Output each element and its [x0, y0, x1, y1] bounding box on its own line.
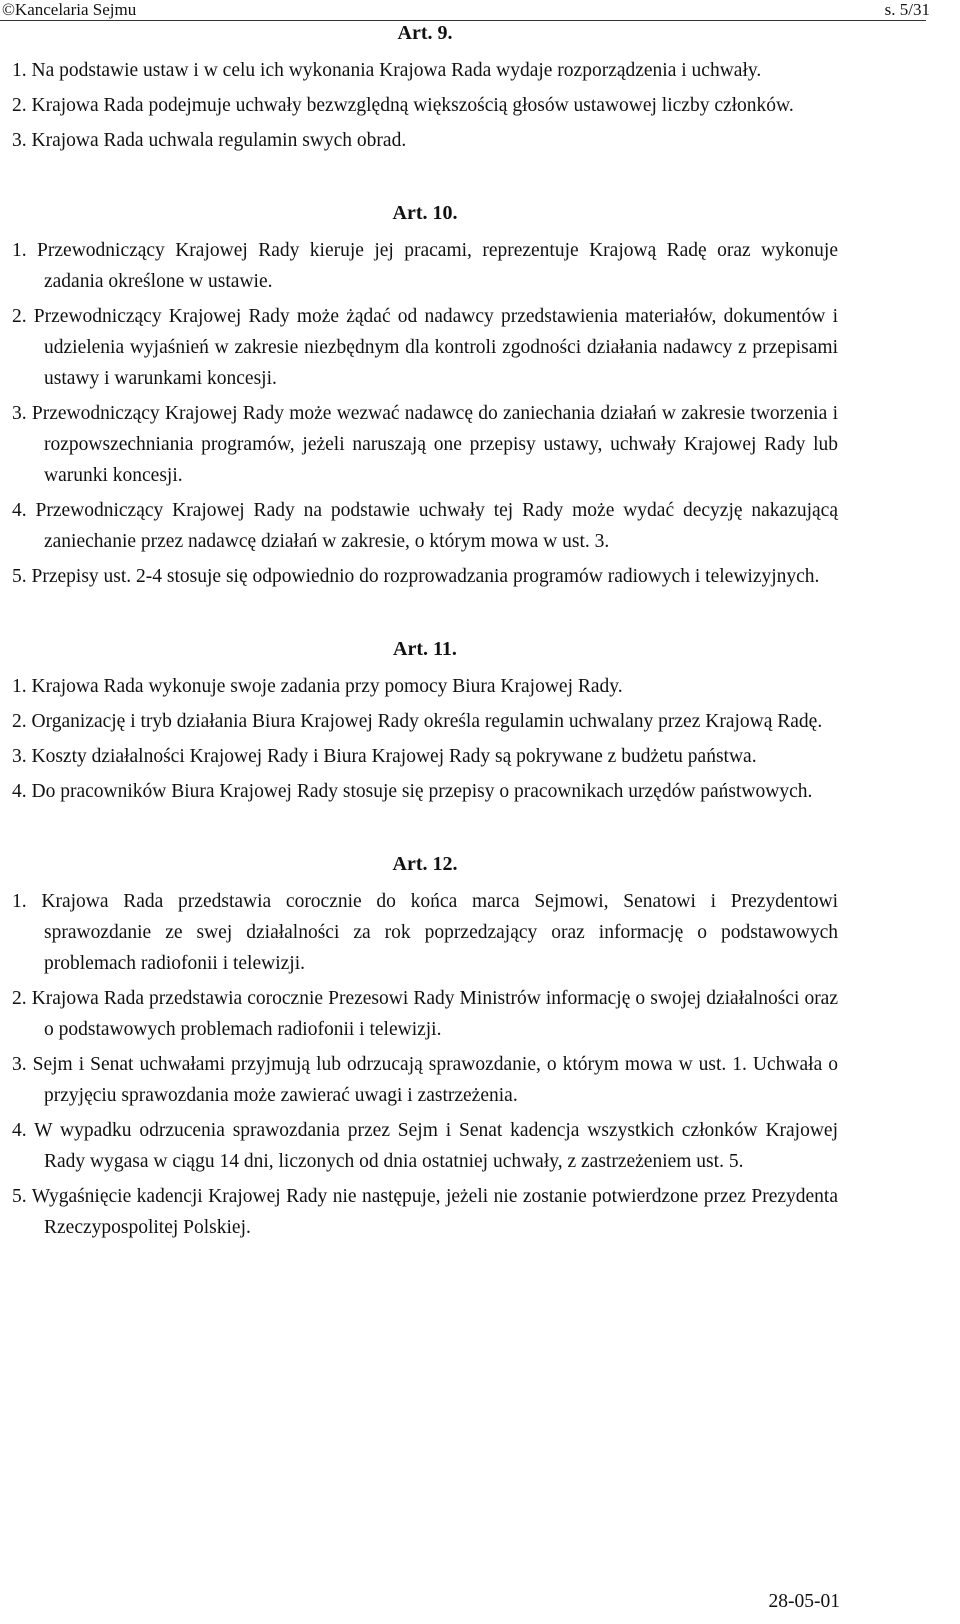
article-title: Art. 11.	[393, 638, 457, 660]
paragraph: 3. Sejm i Senat uchwałami przyjmują lub odrzucają sprawozdanie, o którym mowa w ust. 1. Uchwała o przyjęciu sprawozdania może zawierać uwagi i zastrzeżenia.	[12, 1054, 838, 1106]
header-page-number: s. 5/31	[884, 0, 930, 19]
article-10	[12, 198, 838, 592]
article-12	[12, 849, 838, 1243]
paragraph: 1. Krajowa Rada przedstawia corocznie do końca marca Sejmowi, Senatowi i Prezydentowi sprawozdanie ze swej działalności za rok poprzedzający oraz informację o podstawowych problemach radiofonii i telewizji.	[12, 891, 838, 974]
paragraph: 1. Na podstawie ustaw i w celu ich wykonania Krajowa Rada wydaje rozporządzenia i uchwały.	[12, 60, 762, 81]
paragraph: 4. Do pracowników Biura Krajowej Rady stosuje się przepisy o pracownikach urzędów państwowych.	[12, 781, 813, 802]
article-11	[12, 634, 838, 807]
paragraph: 4. W wypadku odrzucenia sprawozdania przez Sejm i Senat kadencja wszystkich członków Krajowej Rady wygasa w ciągu 14 dni, liczonych od dnia ostatniej uchwały, z zastrzeżeniem ust. 5.	[12, 1120, 838, 1172]
paragraph: 2. Organizację i tryb działania Biura Krajowej Rady określa regulamin uchwalany przez Krajową Radę.	[12, 711, 823, 732]
paragraph: 4. Przewodniczący Krajowej Rady na podstawie uchwały tej Rady może wydać decyzję nakazującą zaniechanie przez nadawcę działań w zakresie, o którym mowa w ust. 3.	[12, 500, 838, 552]
article-title: Art. 12.	[392, 853, 458, 875]
paragraph: 1. Krajowa Rada wykonuje swoje zadania przy pomocy Biura Krajowej Rady.	[12, 676, 623, 697]
article-spacer	[12, 160, 838, 198]
article-title: Art. 9.	[397, 22, 453, 44]
paragraph: 3. Przewodniczący Krajowej Rady może wezwać nadawcę do zaniechania działań w zakresie tworzenia i rozpowszechniania programów, jeżeli naruszają one przepisy ustawy, uchwały Krajowej Rady lub warunki koncesji.	[12, 403, 838, 486]
article-title: Art. 10.	[392, 202, 458, 224]
paragraph: 5. Przepisy ust. 2-4 stosuje się odpowiednio do rozprowadzania programów radiowych i telewizyjnych.	[12, 566, 820, 587]
paragraph: 2. Krajowa Rada przedstawia corocznie Prezesowi Rady Ministrów informację o swojej działalności oraz o podstawowych problemach radiofonii i telewizji.	[12, 988, 838, 1040]
header-copyright: ©Kancelaria Sejmu	[2, 0, 137, 19]
paragraph: 2. Krajowa Rada podejmuje uchwały bezwzględną większością głosów ustawowej liczby członków.	[12, 95, 794, 116]
footer-date: 28-05-01	[768, 1591, 840, 1612]
page-header	[0, 0, 930, 20]
article-spacer	[12, 596, 838, 634]
paragraph: 1. Przewodniczący Krajowej Rady kieruje jej pracami, reprezentuje Krajową Radę oraz wykonuje zadania określone w ustawie.	[12, 240, 838, 292]
paragraph: 3. Krajowa Rada uchwala regulamin swych obrad.	[12, 130, 407, 151]
article-spacer	[12, 811, 838, 849]
paragraph: 2. Przewodniczący Krajowej Rady może żądać od nadawcy przedstawienia materiałów, dokumentów i udzielenia wyjaśnień w zakresie niezbędnym dla kontroli zgodności działania nadawcy z przepisami ustawy i warunkami koncesji.	[12, 306, 838, 389]
paragraph: 5. Wygaśnięcie kadencji Krajowej Rady nie następuje, jeżeli nie zostanie potwierdzone przez Prezydenta Rzeczypospolitej Polskiej.	[12, 1186, 838, 1238]
paragraph: 3. Koszty działalności Krajowej Rady i Biura Krajowej Rady są pokrywane z budżetu państwa.	[12, 746, 757, 767]
article-9	[12, 18, 838, 156]
document-body	[12, 18, 838, 1247]
